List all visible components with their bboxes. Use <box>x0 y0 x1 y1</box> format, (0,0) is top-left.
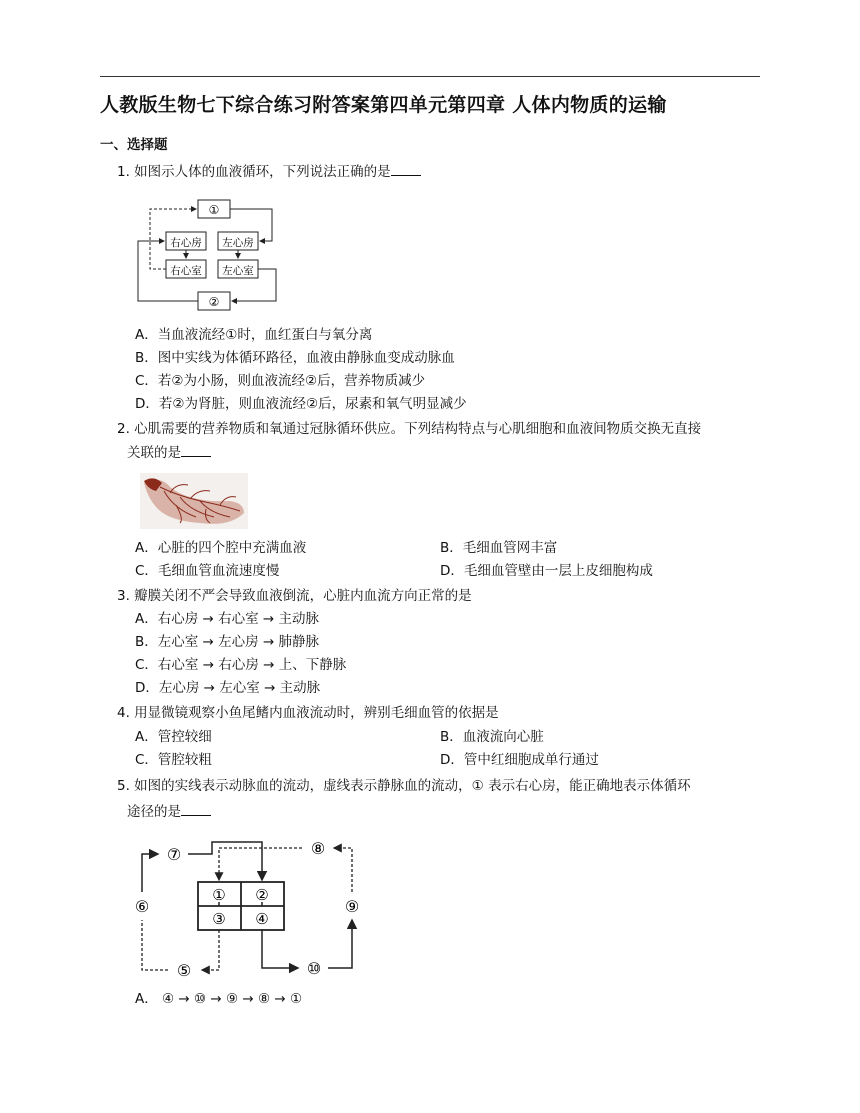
label-3: ③ <box>212 910 226 928</box>
q5-option-a[interactable]: A． ④ → ⑩ → ⑨ → ⑧ → ① <box>135 991 303 1007</box>
question-4-text: 4. 用显微镜观察小鱼尾鳍内血液流动时，辨别毛细血管的依据是 <box>117 705 499 721</box>
answer-blank <box>181 801 211 816</box>
lung-label: ① <box>208 203 220 217</box>
question-5-line1: 5. 如图的实线表示动脉血的流动，虚线表示静脉血的流动，① 表示右心房，能正确地表示体循环 <box>117 778 691 794</box>
q5-circulation-diagram <box>128 832 368 982</box>
q2-option-b[interactable]: B．毛细血管网丰富 <box>440 540 558 556</box>
question-1 <box>117 160 421 184</box>
top-rule <box>100 76 760 77</box>
label-4: ④ <box>255 910 269 928</box>
question-2-line1: 2. 心肌需要的营养物质和氧通过冠脉循环供应。下列结构特点与心肌细胞和血液间物质交换无直接 <box>117 421 702 437</box>
section-heading: 一、选择题 <box>100 137 168 153</box>
q2-option-a[interactable]: A．心脏的四个腔中充满血液 <box>135 540 307 556</box>
label-2: ② <box>255 886 269 904</box>
question-5-line2 <box>127 800 211 824</box>
q1-option-a[interactable]: A．当血液流经①时，血红蛋白与氧分离 <box>135 327 373 343</box>
question-5-text: 途径的是 <box>127 804 181 820</box>
left-atrium-label: 左心房 <box>222 237 254 249</box>
q2-option-d[interactable]: D．毛细血管壁由一层上皮细胞构成 <box>440 563 653 579</box>
right-ventricle-label: 右心室 <box>170 265 202 277</box>
label-6: ⑥ <box>134 897 150 916</box>
question-3-text: 3. 瓣膜关闭不严会导致血液倒流，心脏内血流方向正常的是 <box>117 588 472 604</box>
label-9: ⑨ <box>344 897 360 916</box>
heart-coronary-image <box>140 473 248 529</box>
path-8-to-1 <box>219 848 302 880</box>
right-atrium-label: 右心房 <box>170 237 202 249</box>
q4-option-c[interactable]: C．管腔较粗 <box>135 752 212 768</box>
path-4-to-10 <box>262 930 298 968</box>
label-1: ① <box>212 886 226 904</box>
label-7: ⑦ <box>166 845 182 864</box>
q1-option-c[interactable]: C．若②为小肠，则血液流经②后，营养物质减少 <box>135 373 426 389</box>
path-5-to-6 <box>142 920 168 970</box>
label-10: ⑩ <box>306 959 322 978</box>
question-1-text: 1. 如图示人体的血液循环，下列说法正确的是 <box>117 164 391 180</box>
left-ventricle-label: 左心室 <box>222 265 254 277</box>
label-5: ⑤ <box>176 961 192 980</box>
organ-label: ② <box>208 295 220 309</box>
q2-option-c[interactable]: C．毛细血管血流速度慢 <box>135 563 280 579</box>
q1-option-d[interactable]: D．若②为肾脏，则血液流经②后，尿素和氧气明显减少 <box>135 396 467 412</box>
label-8: ⑧ <box>310 839 326 858</box>
page-title: 人教版生物七下综合练习附答案第四单元第四章 人体内物质的运输 <box>100 94 667 116</box>
q1-circulation-diagram <box>130 192 290 317</box>
path-6-to-7 <box>142 854 158 892</box>
q3-option-a[interactable]: A．右心房 → 右心室 → 主动脉 <box>135 611 320 627</box>
question-2-text: 关联的是 <box>127 445 181 461</box>
q3-option-c[interactable]: C．右心室 → 右心房 → 上、下静脉 <box>135 657 347 673</box>
path-3-to-5 <box>202 930 219 970</box>
path-10-to-9 <box>328 920 352 968</box>
answer-blank <box>181 442 211 457</box>
q3-option-b[interactable]: B．左心室 → 左心房 → 肺静脉 <box>135 634 320 650</box>
q4-option-a[interactable]: A．管控较细 <box>135 729 212 745</box>
q3-option-d[interactable]: D．左心房 → 左心室 → 主动脉 <box>135 680 321 696</box>
path-9-to-8 <box>334 848 352 892</box>
q1-option-b[interactable]: B．图中实线为体循环路径，血液由静脉血变成动脉血 <box>135 350 455 366</box>
question-2-line2 <box>127 441 211 465</box>
answer-blank <box>391 161 421 176</box>
q4-option-b[interactable]: B．血液流向心脏 <box>440 729 544 745</box>
q4-option-d[interactable]: D．管中红细胞成单行通过 <box>440 752 599 768</box>
